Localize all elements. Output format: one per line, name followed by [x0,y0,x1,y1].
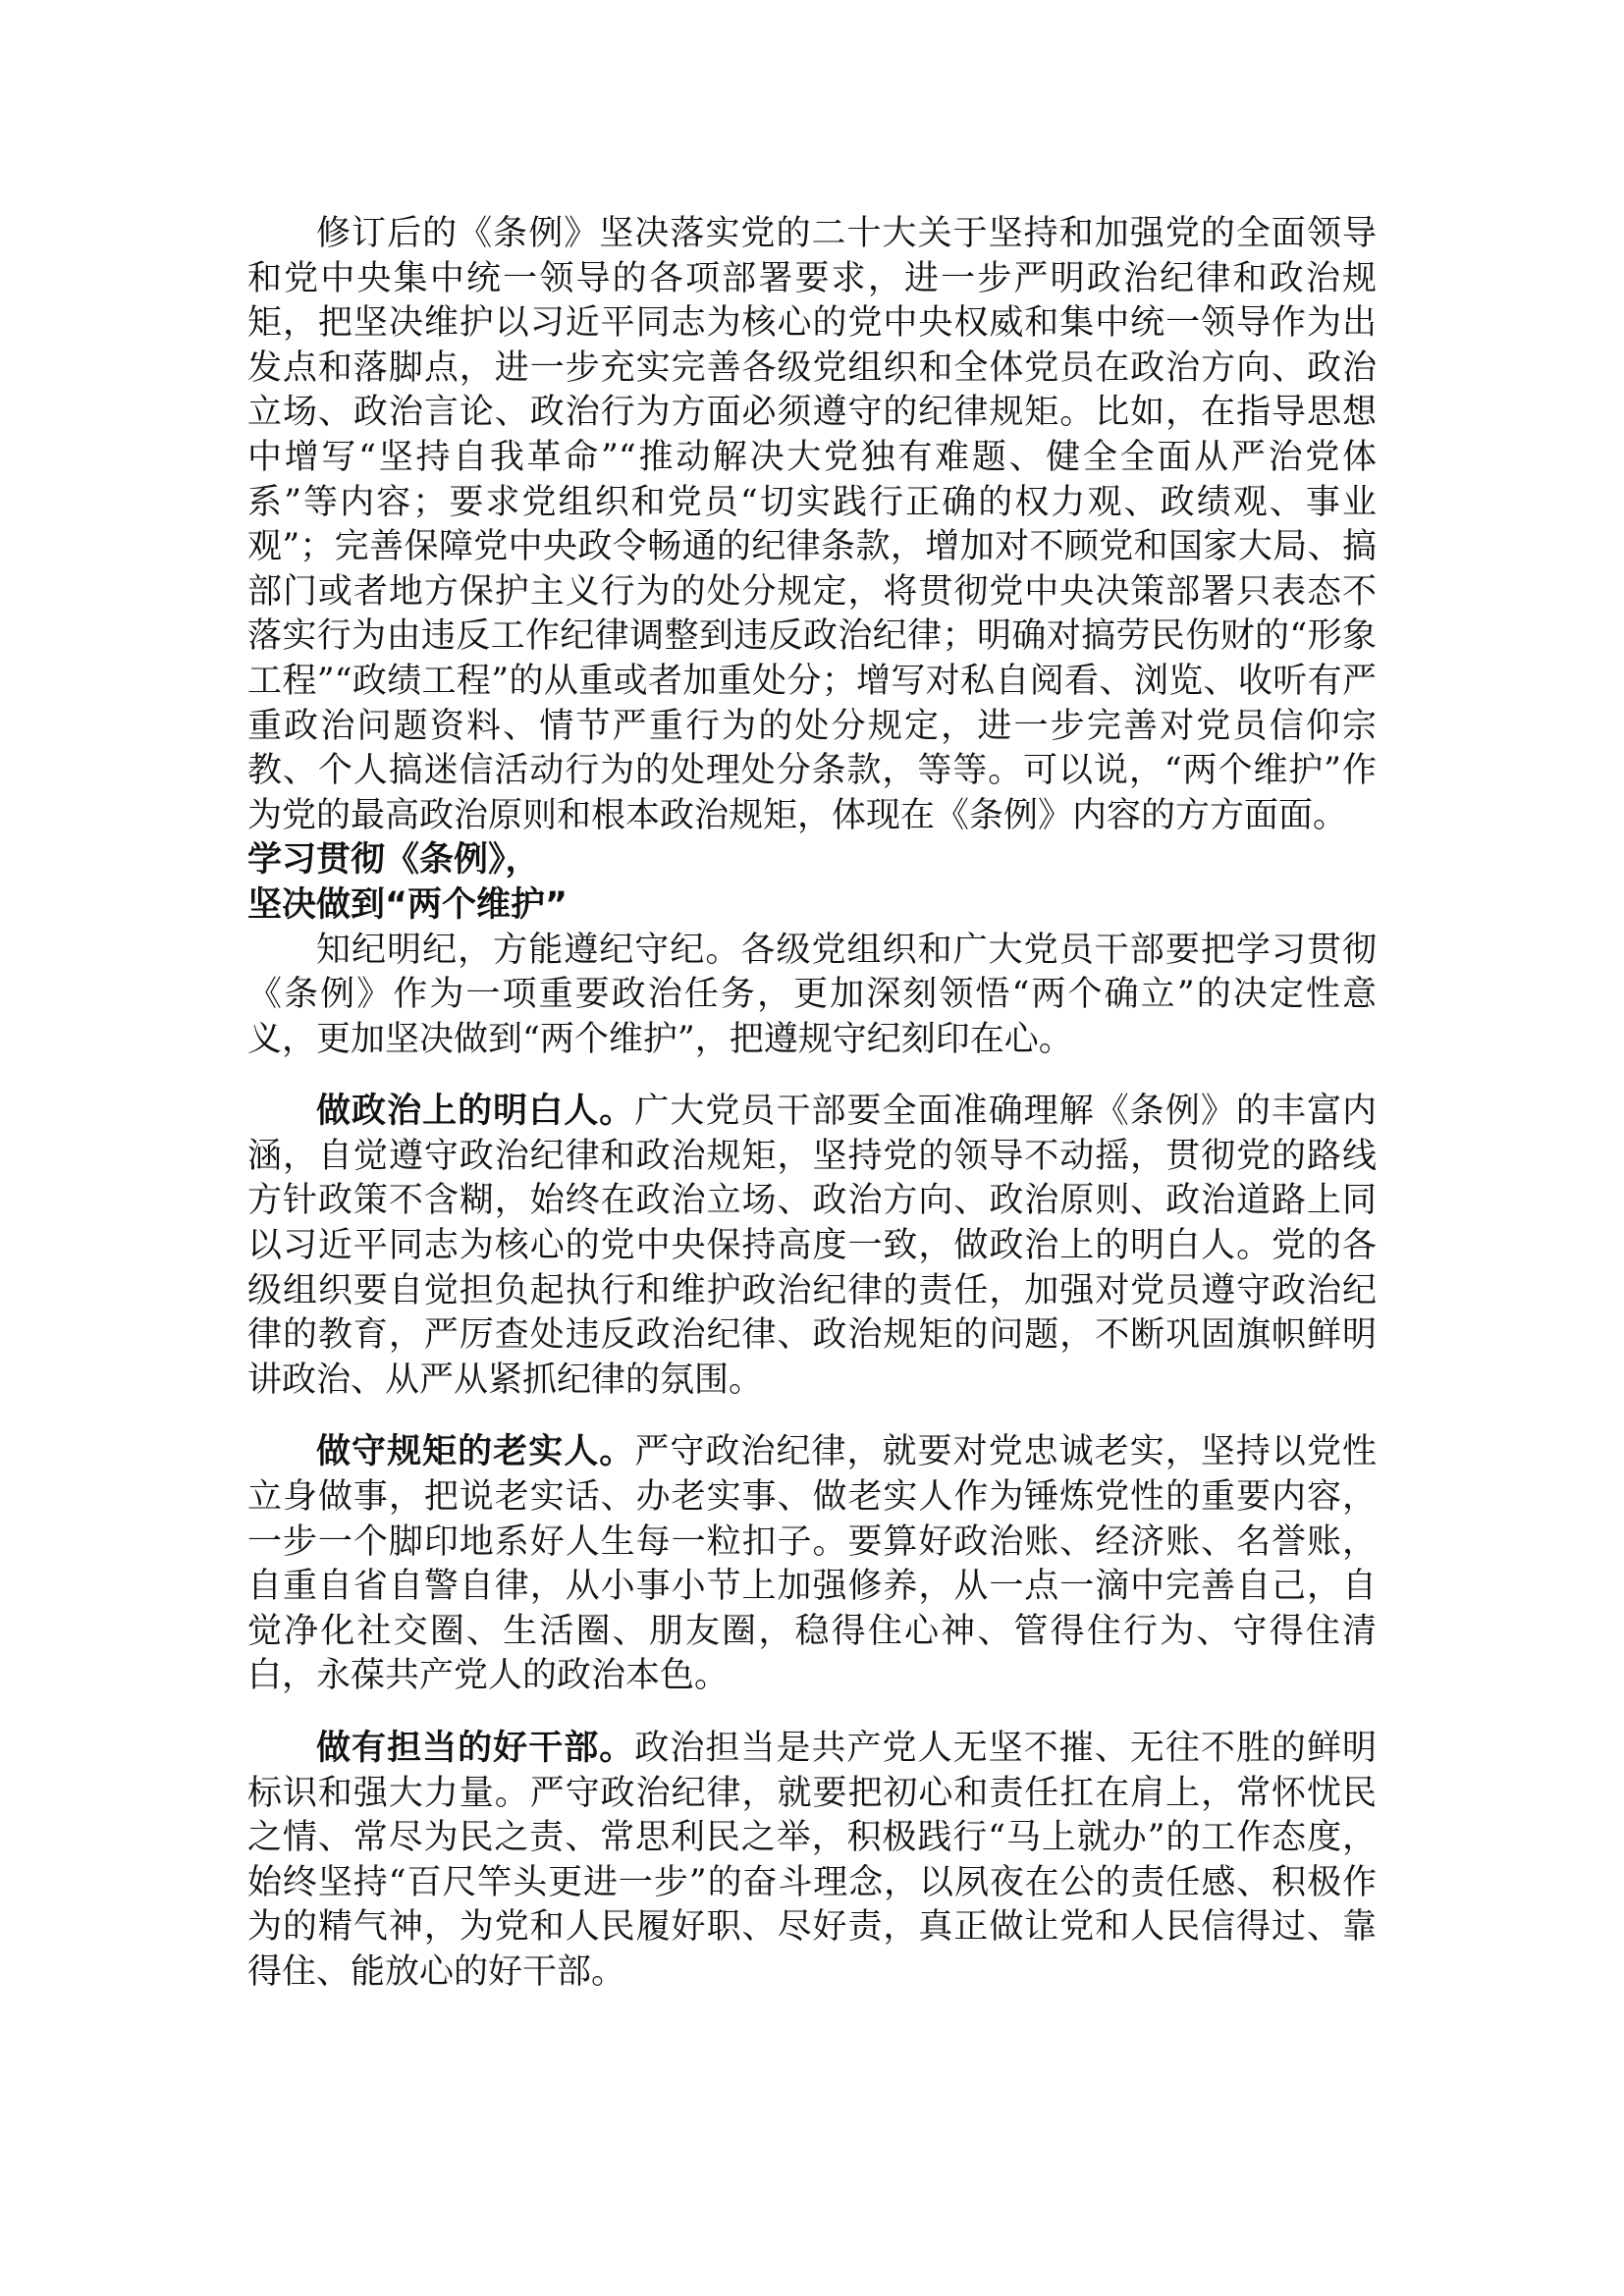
paragraph-gap [247,1062,1377,1090]
point-paragraph-3 [247,1727,1377,1996]
point-lead-3: 做有担当的好干部。 [316,1729,635,1768]
point-body-3: 政治担当是共产党人无坚不摧、无往不胜的鲜明标识和强大力量。严守政治纪律，就要把初心和责任扛在肩上，常怀忧民之情、常尽为民之责、常思利民之举，积极践行“马上就办”的工作态度，始终坚持“百尺竿头更进一步”的奋斗理念，以夙夜在公的责任感、积极作为的精气神，为党和人民履好职、尽好责，真正做让党和人民信得过、靠得住、能放心的好干部。 [247,1729,1377,1992]
section-heading-line-1: 学习贯彻《条例》， [247,840,540,881]
intro-paragraph: 修订后的《条例》坚决落实党的二十大关于坚持和加强党的全面领导和党中央集中统一领导的各项部署要求，进一步严明政治纪律和政治规矩，把坚决维护以习近平同志为核心的党中央权威和集中统一领导作为出发点和落脚点，进一步充实完善各级党组织和全体党员在政治方向、政治立场、政治言论、政治行为方面必须遵守的纪律规矩。比如，在指导思想中增写“坚持自我革命”“推动解决大党独有难题、健全全面从严治党体系”等内容；要求党组织和党员“切实践行正确的权力观、政绩观、事业观”；完善保障党中央政令畅通的纪律条款，增加对不顾党和国家大局、搞部门或者地方保护主义行为的处分规定，将贯彻党中央决策部署只表态不落实行为由违反工作纪律调整到违反政治纪律；明确对搞劳民伤财的“形象工程”“政绩工程”的从重或者加重处分；增写对私自阅看、浏览、收听有严重政治问题资料、情节严重行为的处分规定，进一步完善对党员信仰宗教、个人搞迷信活动行为的处理处分条款，等等。可以说，“两个维护”作为党的最高政治原则和根本政治规矩，体现在《条例》内容的方方面面。 [247,214,1377,835]
point-paragraph-2 [247,1430,1377,1699]
paragraph-gap [247,1699,1377,1727]
section-heading-line-2: 坚决做到“两个维护” [247,884,568,925]
section-intro-paragraph: 知纪明纪，方能遵纪守纪。各级党组织和广大党员干部要把学习贯彻《条例》作为一项重要政治任务，更加深刻领悟“两个确立”的决定性意义，更加坚决做到“两个维护”，把遵规守纪刻印在心。 [247,930,1377,1059]
point-paragraph-1 [247,1090,1377,1403]
paragraph-gap [247,1403,1377,1430]
document-page [247,212,1377,1996]
point-body-2: 严守政治纪律，就要对党忠诚老实，坚持以党性立身做事，把说老实话、办老实事、做老实人作为锤炼党性的重要内容，一步一个脚印地系好人生每一粒扣子。要算好政治账、经济账、名誉账，自重自省自警自律，从小事小节上加强修养，从一点一滴中完善自己，自觉净化社交圈、生活圈、朋友圈，稳得住心神、管得住行为、守得住清白，永葆共产党人的政治本色。 [247,1432,1377,1696]
point-lead-2: 做守规矩的老实人。 [316,1432,635,1472]
point-lead-1: 做政治上的明白人。 [316,1092,635,1132]
point-body-1: 广大党员干部要全面准确理解《条例》的丰富内涵，自觉遵守政治纪律和政治规矩，坚持党的领导不动摇，贯彻党的路线方针政策不含糊，始终在政治立场、政治方向、政治原则、政治道路上同以习近平同志为核心的党中央保持高度一致，做政治上的明白人。党的各级组织要自觉担负起执行和维护政治纪律的责任，加强对党员遵守政治纪律的教育，严厉查处违反政治纪律、政治规矩的问题，不断巩固旗帜鲜明讲政治、从严从紧抓纪律的氛围。 [247,1092,1377,1400]
